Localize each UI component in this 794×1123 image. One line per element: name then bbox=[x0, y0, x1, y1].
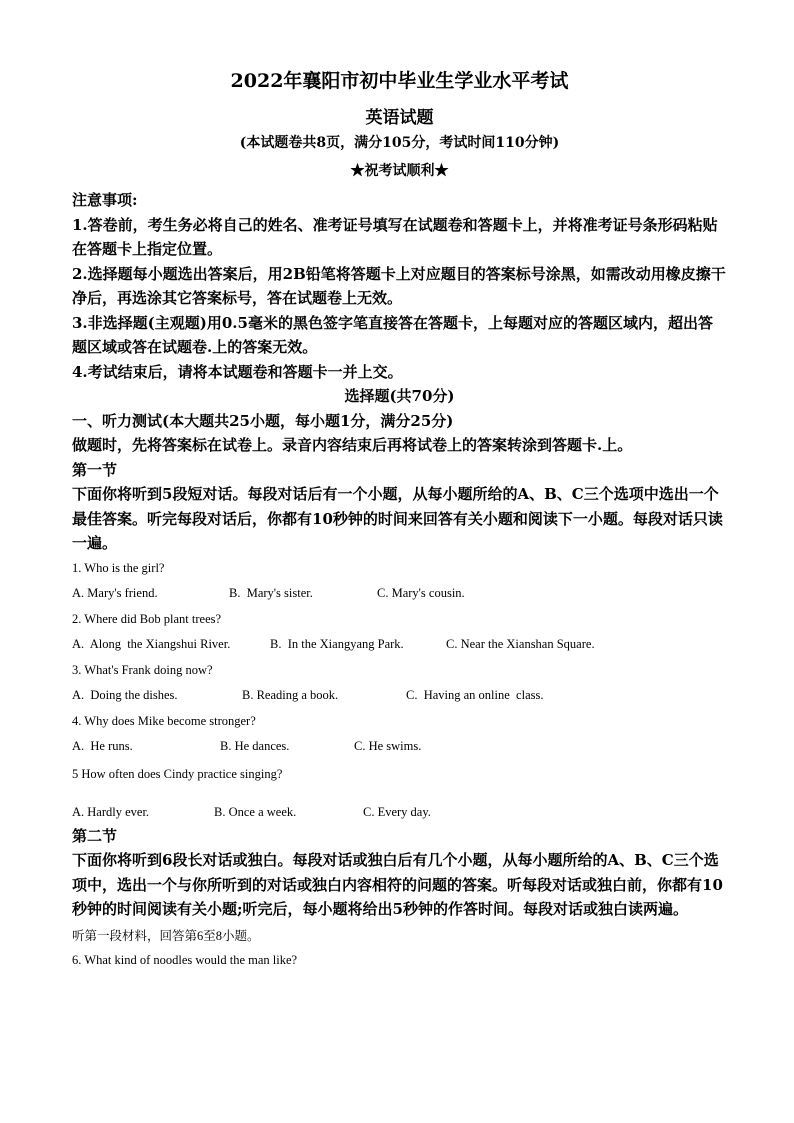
option-b: B. Mary's sister. bbox=[229, 585, 313, 600]
sub1-instructions: 下面你将听到5段短对话。每段对话后有一个小题，从每小题所给的A、B、C三个选项中选出一个最佳答案。听完每段对话后，你都有10秒钟的时间来回答有关小题和阅读下一小题。每段对话只读一遍。 bbox=[72, 485, 723, 552]
exam-title: 2022年襄阳市初中毕业生学业水平考试 bbox=[230, 70, 569, 92]
option-b: B. Reading a book. bbox=[242, 687, 339, 702]
note-item-1: 1.答卷前，考生务必将自己的姓名、准考证号填写在试题卷和答题卡上，并将准考证号条形码粘贴在答题卡上指定位置。 bbox=[72, 215, 718, 258]
question-2 bbox=[72, 611, 727, 652]
option-a: A. Along the Xiangshui River. bbox=[72, 636, 231, 651]
question-options bbox=[72, 804, 727, 820]
option-c: C. He swims. bbox=[354, 738, 422, 753]
question-options bbox=[72, 585, 727, 601]
sub2-material: 听第一段材料，回答第6至8小题。 bbox=[72, 928, 260, 943]
question-6-text: 6. What kind of noodles would the man like? bbox=[72, 952, 298, 967]
option-a: A. Hardly ever. bbox=[72, 804, 150, 819]
sub1-heading: 第一节 bbox=[72, 460, 118, 479]
question-options bbox=[72, 636, 727, 652]
option-b: B. In the Xiangyang Park. bbox=[270, 636, 404, 651]
question-text: 5 How often does Cindy practice singing? bbox=[72, 766, 283, 781]
option-b: B. Once a week. bbox=[214, 804, 297, 819]
part1-instructions: 做题时，先将答案标在试卷上。录音内容结束后再将试卷上的答案转涂到答题卡.上。 bbox=[72, 436, 633, 454]
question-text: 2. Where did Bob plant trees? bbox=[72, 611, 222, 626]
section-heading: 选择题(共70分) bbox=[344, 387, 455, 405]
option-a: A. Mary's friend. bbox=[72, 585, 158, 600]
option-a: A. Doing the dishes. bbox=[72, 687, 178, 702]
exam-subject: 英语试题 bbox=[365, 108, 434, 128]
note-item-2: 2.选择题每小题选出答案后，用2B铅笔将答题卡上对应题目的答案标号涂黑，如需改动用橡皮擦干净后，再选涂其它答案标号，答在试题卷上无效。 bbox=[72, 264, 726, 307]
option-c: C. Having an online class. bbox=[406, 687, 544, 702]
question-text: 1. Who is the girl? bbox=[72, 560, 165, 575]
question-options bbox=[72, 687, 727, 703]
question-4 bbox=[72, 713, 727, 754]
option-c: C. Mary's cousin. bbox=[377, 585, 465, 600]
part1-heading: 一、听力测试(本大题共25小题，每小题1分，满分25分) bbox=[72, 411, 454, 430]
option-c: C. Near the Xianshan Square. bbox=[446, 636, 595, 651]
option-b: B. He dances. bbox=[220, 738, 290, 753]
question-text: 4. Why does Mike become stronger? bbox=[72, 713, 256, 728]
exam-page bbox=[72, 68, 727, 968]
sub2-heading: 第二节 bbox=[72, 826, 118, 845]
exam-wish: ★祝考试顺利★ bbox=[350, 163, 449, 179]
question-5 bbox=[72, 766, 727, 820]
exam-info: (本试题卷共8页，满分105分，考试时间110分钟) bbox=[239, 135, 560, 151]
option-c: C. Every day. bbox=[363, 804, 431, 819]
sub2-instructions: 下面你将听到6段长对话或独白。每段对话或独白后有几个小题，从每小题所给的A、B、C三个选项中，选出一个与你所听到的对话或独白内容相符的问题的答案。听每段对话或独白前，你都有10秒钟的时间阅读有关小题;听完后，每小题将给出5秒钟的作答时间。每段对话或独白读两遍。 bbox=[72, 851, 723, 918]
note-item-4: 4.考试结束后，请将本试题卷和答题卡一并上交。 bbox=[72, 362, 403, 381]
question-3 bbox=[72, 662, 727, 703]
question-text: 3. What's Frank doing now? bbox=[72, 662, 213, 677]
question-1 bbox=[72, 560, 727, 601]
notes-heading: 注意事项: bbox=[72, 191, 138, 209]
option-a: A. He runs. bbox=[72, 738, 133, 753]
question-options bbox=[72, 738, 727, 754]
note-item-3: 3.非选择题(主观题)用0.5毫米的黑色签字笔直接答在答题卡，上每题对应的答题区域内，超出答题区域或答在试题卷.上的答案无效。 bbox=[72, 313, 713, 356]
